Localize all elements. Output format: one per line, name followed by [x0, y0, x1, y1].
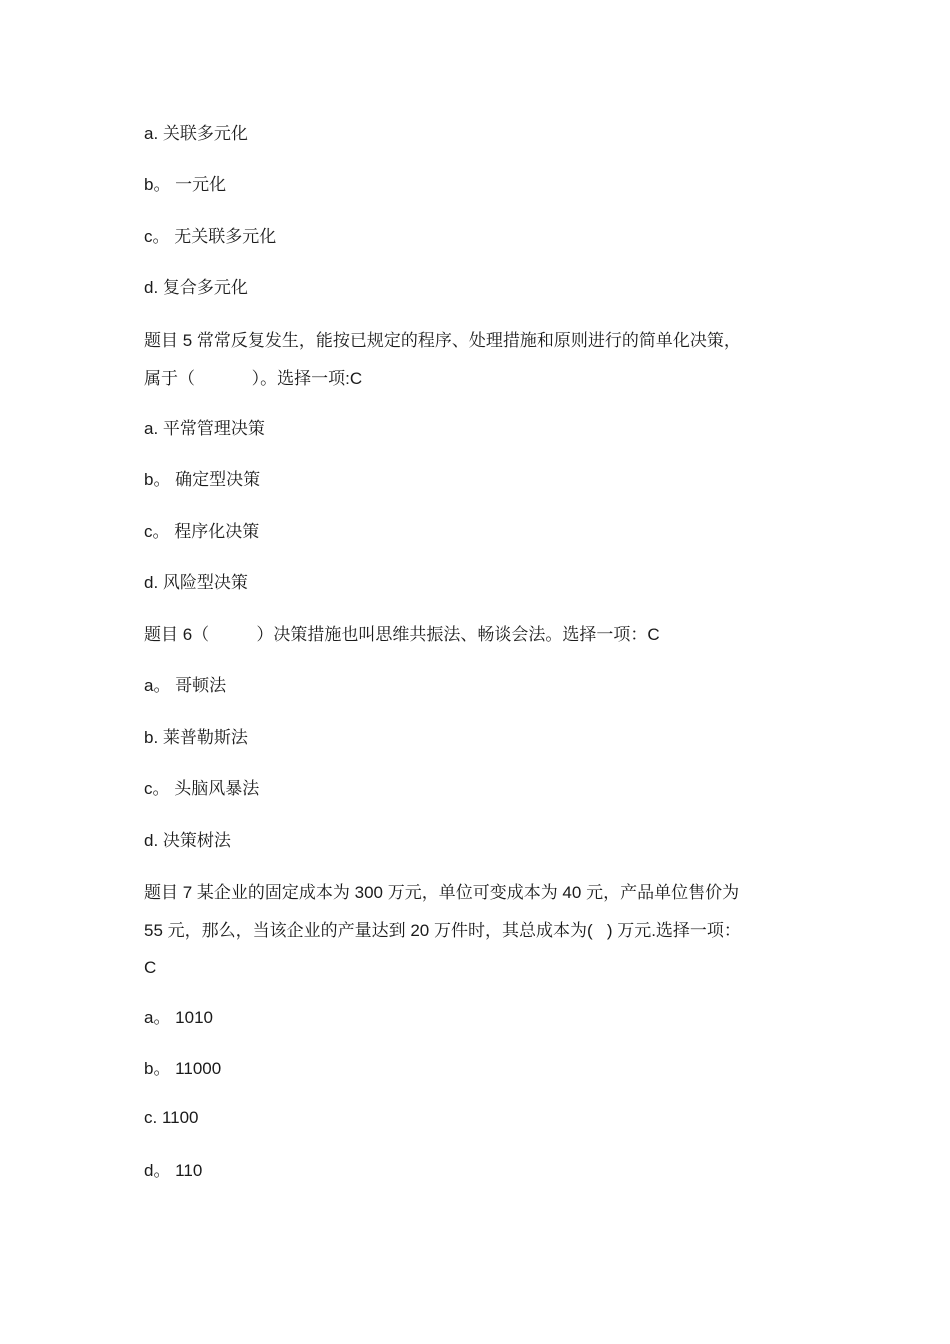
option-c-q4: c。 无关联多元化 — [144, 227, 277, 246]
question-7-line-3: C — [144, 958, 157, 977]
question-6: 题目 6（ ）决策措施也叫思维共振法、畅谈会法。选择一项：C — [144, 625, 660, 644]
option-c-q7: c. 1100 — [144, 1108, 199, 1127]
question-5-line-2: 属于（ ）。选择一项:C — [144, 369, 363, 388]
option-d-q6: d. 决策树法 — [144, 831, 231, 850]
option-b-q4: b。 一元化 — [144, 175, 227, 194]
option-c-q5: c。 程序化决策 — [144, 522, 260, 541]
option-b-q7: b。 11000 — [144, 1059, 222, 1078]
question-7-line-1: 题目 7 某企业的固定成本为 300 万元，单位可变成本为 40 元，产品单位售价为 — [144, 883, 740, 902]
option-d-q4: d. 复合多元化 — [144, 278, 248, 297]
question-7-line-2: 55 元，那么，当该企业的产量达到 20 万件时，其总成本为( ) 万元.选择一项： — [144, 921, 741, 940]
option-a-q6: a。 哥顿法 — [144, 676, 227, 695]
question-5-line-1: 题目 5 常常反复发生，能按已规定的程序、处理措施和原则进行的简单化决策， — [144, 331, 741, 350]
option-a-q5: a. 平常管理决策 — [144, 419, 265, 438]
option-a-q4: a. 关联多元化 — [144, 124, 248, 143]
option-d-q7: d。 110 — [144, 1161, 203, 1180]
option-b-q5: b。 确定型决策 — [144, 470, 261, 489]
option-b-q6: b. 莱普勒斯法 — [144, 728, 248, 747]
option-a-q7: a。 1010 — [144, 1008, 213, 1027]
option-d-q5: d. 风险型决策 — [144, 573, 248, 592]
option-c-q6: c。 头脑风暴法 — [144, 779, 260, 798]
